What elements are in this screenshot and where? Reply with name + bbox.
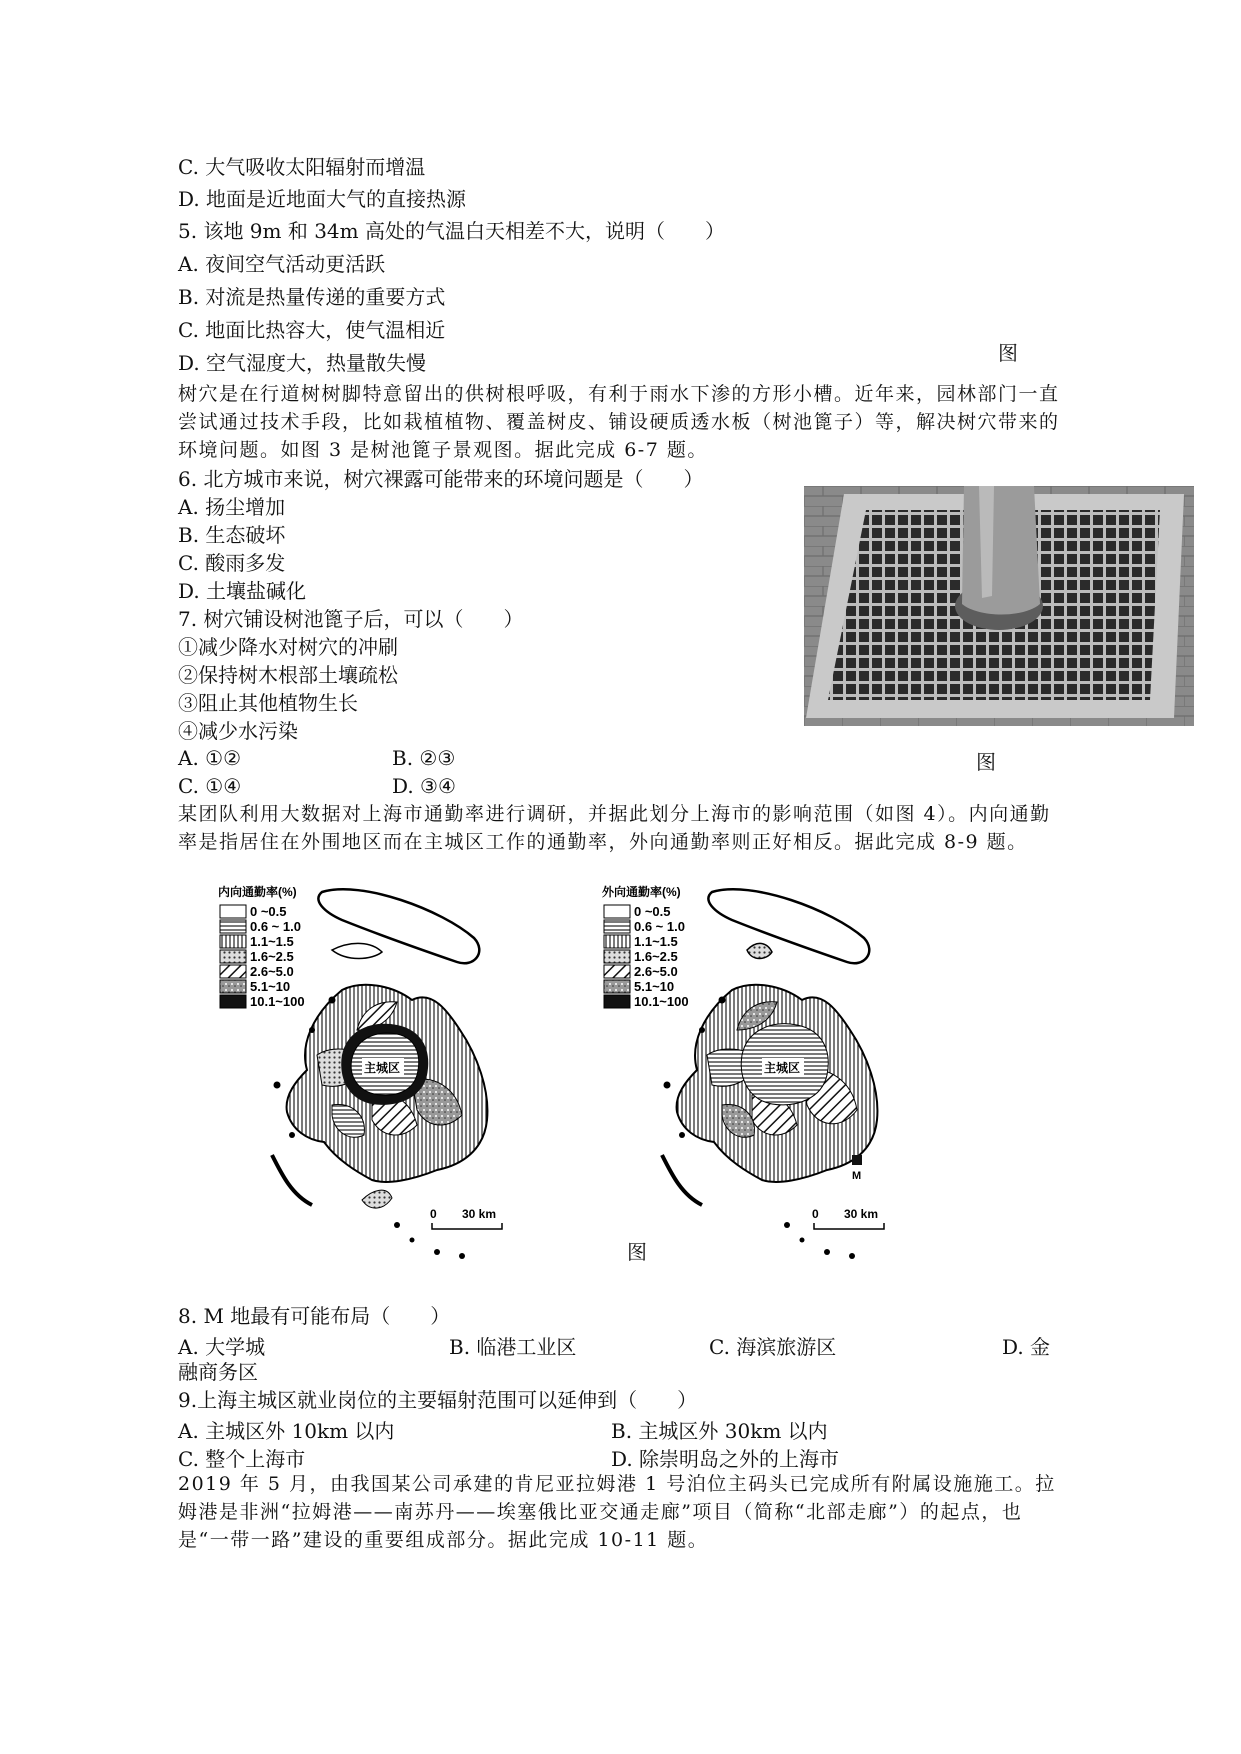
q9-option-b: B. 主城区外 30km 以内 [611, 1419, 828, 1443]
passage-tree-pit: 树穴是在行道树树脚特意留出的供树根呼吸，有利于雨水下渗的方形小槽。近年来，园林部门一直尝试通过技术手段，比如栽植植物、覆盖树皮、铺设硬质透水板（树池篦子）等，解决树穴带来的环境问题。如图 3 是树池篦子景观图。据此完成 6-7 题。 [178, 383, 1060, 461]
point-m-label: M [852, 1170, 862, 1182]
legend-item: 5.1~10 [634, 979, 675, 994]
q8-option-d-wrap: 融商务区 [178, 1360, 258, 1384]
q9-stem: 9.上海主城区就业岗位的主要辐射范围可以延伸到（ ） [178, 1388, 698, 1412]
q6-option-d: D. 土壤盐碱化 [178, 579, 307, 603]
q8-option-b: B. 临港工业区 [449, 1335, 577, 1359]
inbound-scale-zero: 0 [430, 1207, 437, 1221]
inbound-scale-label: 30 km [462, 1207, 497, 1221]
outbound-scale-label: 30 km [844, 1207, 879, 1221]
q4-option-c: C. 大气吸收太阳辐射而增温 [178, 155, 426, 179]
legend-item: 0.6 ~ 1.0 [634, 919, 685, 934]
q7-option-b: B. ②③ [392, 746, 456, 770]
passage-commute: 某团队利用大数据对上海市通勤率进行调研，并据此划分上海市的影响范围（如图 4）。内向通勤率是指居住在外围地区而在主城区工作的通勤率，外向通勤率则正好相反。据此完成 8-9 题。 [178, 803, 1051, 853]
figure-label-maps: 图 [627, 1240, 647, 1264]
q6-stem: 6. 北方城市来说，树穴裸露可能带来的环境问题是（ ） [178, 467, 704, 491]
figure-label-q7: 图 [976, 750, 996, 774]
legend-item: 5.1~10 [250, 979, 291, 994]
q5-stem: 5. 该地 9m 和 34m 高处的气温白天相差不大，说明（ ） [178, 219, 725, 243]
q7-item-3: ③阻止其他植物生长 [178, 691, 358, 715]
q6-option-c: C. 酸雨多发 [178, 551, 286, 575]
q9-option-c: C. 整个上海市 [178, 1447, 306, 1471]
q8-option-a: A. 大学城 [178, 1335, 266, 1359]
q5-option-d: D. 空气湿度大，热量散失慢 [178, 351, 427, 375]
legend-item: 1.1~1.5 [634, 934, 678, 949]
q7-option-d: D. ③④ [392, 774, 456, 798]
inbound-map [218, 884, 502, 1259]
inbound-legend [220, 904, 305, 1009]
q8-option-c: C. 海滨旅游区 [709, 1335, 837, 1359]
outbound-legend [604, 904, 689, 1009]
passage-lamu-port: 2019 年 5 月，由我国某公司承建的肯尼亚拉姆港 1 号泊位主码头已完成所有附属设施施工。拉姆港是非洲“拉姆港——南苏丹——埃塞俄比亚交通走廊”项目（简称“北部走廊”）的起点，也是“一带一路”建设的重要组成部分。据此完成 10-11 题。 [178, 1473, 1056, 1551]
outbound-legend-title: 外向通勤率(%) [602, 885, 681, 899]
q5-option-a: A. 夜间空气活动更活跃 [178, 252, 386, 276]
legend-item: 10.1~100 [250, 994, 305, 1009]
q5-option-b: B. 对流是热量传递的重要方式 [178, 285, 446, 309]
figure-label-q5: 图 [998, 341, 1018, 365]
q9-option-d: D. 除崇明岛之外的上海市 [611, 1447, 840, 1471]
q9-option-a: A. 主城区外 10km 以内 [178, 1419, 395, 1443]
q8-stem: 8. M 地最有可能布局（ ） [178, 1304, 451, 1328]
legend-item: 2.6~5.0 [250, 964, 294, 979]
legend-item: 1.6~2.5 [250, 949, 294, 964]
q6-option-b: B. 生态破坏 [178, 523, 286, 547]
q7-item-1: ①减少降水对树穴的冲刷 [178, 635, 398, 659]
q7-item-2: ②保持树木根部土壤疏松 [178, 663, 398, 687]
outbound-scale-zero: 0 [812, 1207, 819, 1221]
q6-option-a: A. 扬尘增加 [178, 495, 286, 519]
inbound-main-city-label: 主城区 [364, 1061, 401, 1075]
legend-item: 0 ~0.5 [634, 904, 671, 919]
q5-option-c: C. 地面比热容大，使气温相近 [178, 318, 446, 342]
q7-item-4: ④减少水污染 [178, 719, 298, 743]
shanghai-commute-maps [212, 880, 972, 1275]
legend-item: 0 ~0.5 [250, 904, 287, 919]
q7-option-a: A. ①② [178, 746, 242, 770]
legend-item: 1.1~1.5 [250, 934, 294, 949]
legend-item: 1.6~2.5 [634, 949, 678, 964]
q8-option-d: D. 金 [1002, 1335, 1051, 1359]
outbound-main-city-label: 主城区 [764, 1061, 801, 1075]
q4-option-d: D. 地面是近地面大气的直接热源 [178, 187, 467, 211]
q7-option-c: C. ①④ [178, 774, 242, 798]
legend-item: 0.6 ~ 1.0 [250, 919, 301, 934]
outbound-map [602, 884, 884, 1259]
legend-item: 10.1~100 [634, 994, 689, 1009]
tree-grate-photo [804, 486, 1194, 726]
legend-item: 2.6~5.0 [634, 964, 678, 979]
q7-stem: 7. 树穴铺设树池篦子后，可以（ ） [178, 607, 524, 631]
inbound-legend-title: 内向通勤率(%) [218, 885, 297, 899]
point-m-marker [852, 1155, 862, 1165]
